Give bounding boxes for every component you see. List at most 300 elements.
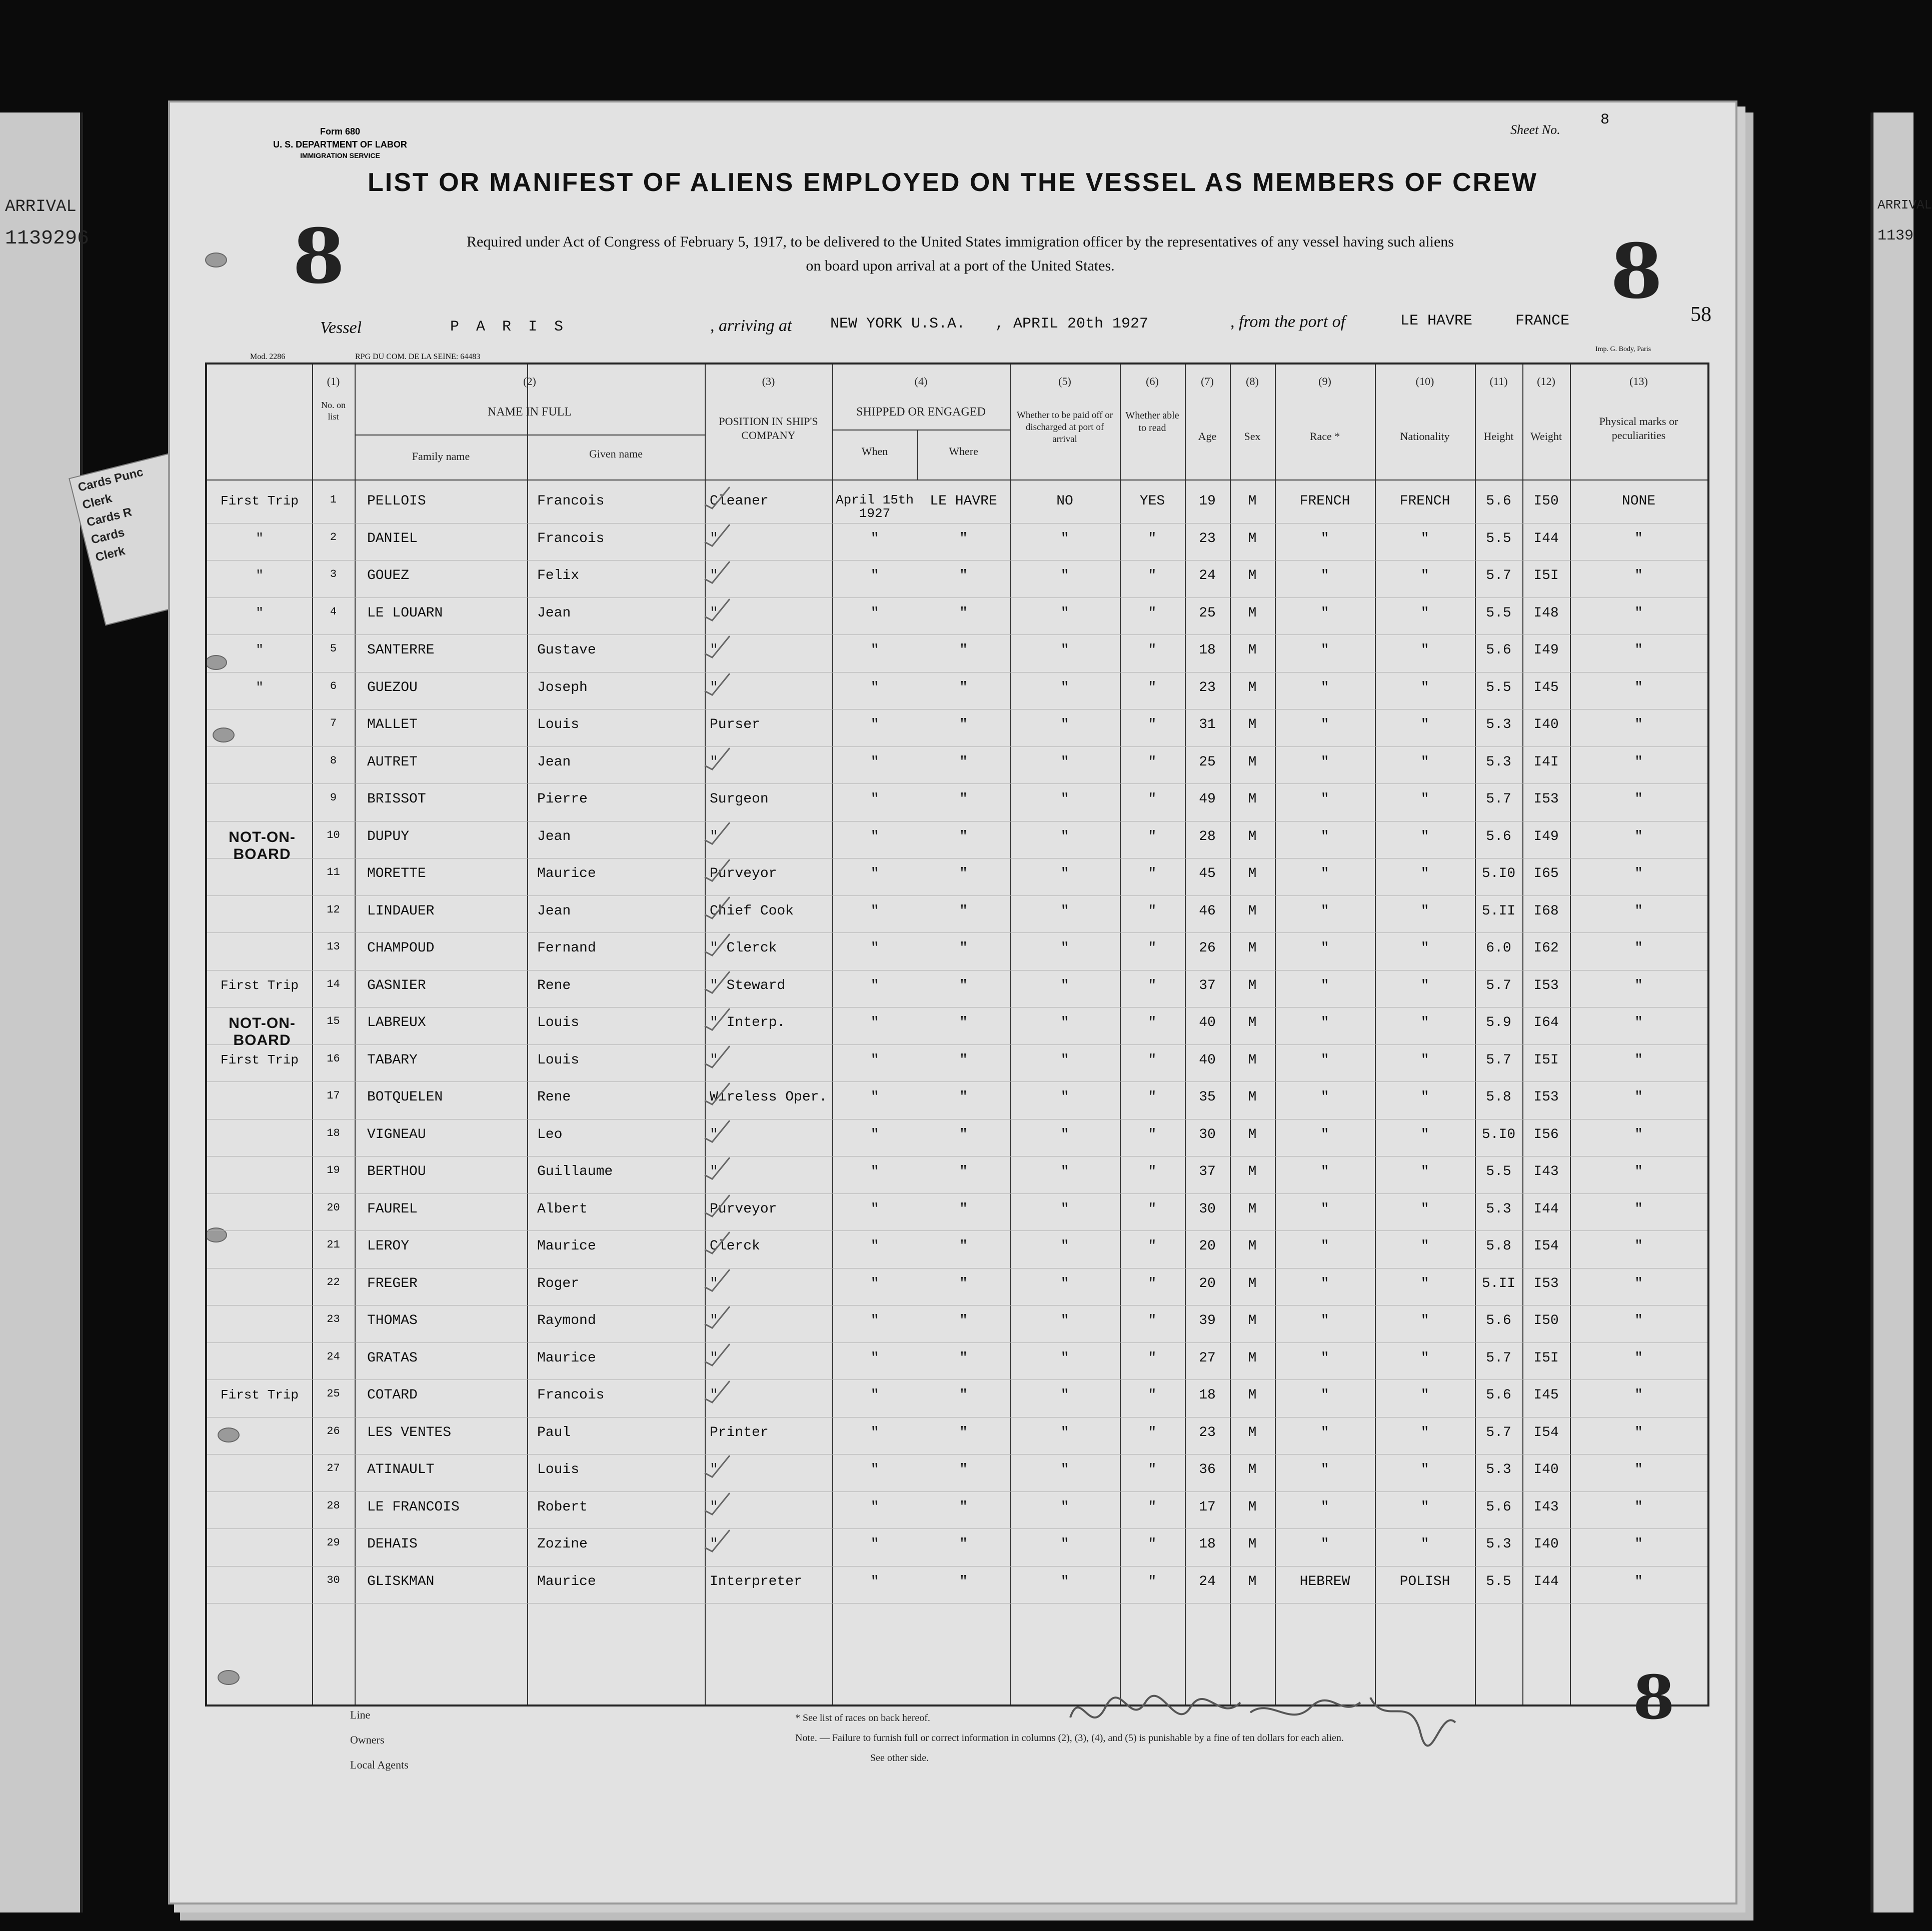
cell-no: 4 <box>330 605 337 618</box>
cell-marks: " <box>1634 1126 1643 1142</box>
row-rule <box>207 1528 1707 1529</box>
cell-marks: " <box>1634 568 1643 584</box>
cell-age: 37 <box>1199 1164 1216 1180</box>
cell-race: " <box>1320 1238 1329 1254</box>
cell-marks: " <box>1634 903 1643 919</box>
cell-sex: M <box>1248 680 1257 696</box>
cell-no: 9 <box>330 792 337 804</box>
cell-sex: M <box>1248 1126 1257 1142</box>
cell-no: 26 <box>327 1424 340 1438</box>
cell-family: THOMAS <box>367 1313 418 1328</box>
cell-note: NOT-ON-BOARD <box>229 1015 296 1048</box>
col3-number: (3) <box>762 375 775 388</box>
footer-owners-label: Owners <box>350 1734 385 1746</box>
cell-paid: " <box>1060 680 1069 696</box>
cell-read: " <box>1148 1052 1157 1068</box>
cell-position: " <box>710 680 718 696</box>
cell-read: " <box>1148 1276 1157 1292</box>
cell-family: LINDAUER <box>367 903 435 919</box>
cell-age: 35 <box>1199 1090 1216 1105</box>
cell-height: 5.8 <box>1486 1090 1511 1105</box>
cell-race: " <box>1320 680 1329 696</box>
row-rule <box>207 821 1707 822</box>
cell-sex: M <box>1248 1462 1257 1478</box>
cell-marks: " <box>1634 680 1643 696</box>
cell-race: " <box>1320 1499 1329 1515</box>
check-mark-icon <box>702 1378 732 1404</box>
cell-marks: " <box>1634 754 1643 770</box>
cell-family: GUEZOU <box>367 680 418 696</box>
cell-position: Interpreter <box>710 1574 802 1590</box>
cell-nat: " <box>1420 754 1429 770</box>
cell-family: MALLET <box>367 717 418 732</box>
cell-age: 18 <box>1199 1536 1216 1552</box>
row-rule <box>207 709 1707 710</box>
cell-read: " <box>1148 1499 1157 1515</box>
cell-given: Paul <box>537 1424 571 1440</box>
cell-race: " <box>1320 754 1329 770</box>
cell-sex: M <box>1248 828 1257 844</box>
cell-age: 39 <box>1199 1313 1216 1328</box>
cell-height: 5.II <box>1481 903 1516 919</box>
row-rule <box>207 1342 1707 1343</box>
cell-no: 16 <box>327 1052 340 1065</box>
row-rule <box>207 1603 1707 1604</box>
cell-age: 20 <box>1199 1238 1216 1254</box>
col4b-header: Where <box>949 445 978 458</box>
check-mark-icon <box>702 820 732 845</box>
cell-race: " <box>1320 1090 1329 1105</box>
cell-sex: M <box>1248 1201 1257 1217</box>
departure-country: FRANCE <box>1515 312 1570 330</box>
card-line: Clerk <box>81 492 114 512</box>
cell-nat: " <box>1420 940 1429 956</box>
cell-sex: M <box>1248 1574 1257 1590</box>
check-mark-icon <box>702 1155 732 1180</box>
cell-position: Surgeon <box>710 792 769 807</box>
cell-position: " <box>710 1536 718 1552</box>
col10-number: (10) <box>1415 375 1434 388</box>
cell-when: " <box>870 680 879 696</box>
cell-nat: " <box>1420 1313 1429 1328</box>
card-line: Cards R <box>85 505 134 530</box>
cell-marks: " <box>1634 940 1643 956</box>
cell-marks: " <box>1634 1424 1643 1440</box>
big-sheet-mark-bottom: 8 <box>1633 1662 1675 1733</box>
cell-when: " <box>870 568 879 584</box>
cell-given: Gustave <box>537 642 596 658</box>
cell-family: BOTQUELEN <box>367 1090 443 1105</box>
big-sheet-mark-left: 8 <box>293 212 345 300</box>
cell-position: Clerck <box>710 1238 760 1254</box>
cell-family: LEROY <box>367 1238 410 1254</box>
cell-weight: I54 <box>1533 1424 1559 1440</box>
cell-read: " <box>1148 1424 1157 1440</box>
col10-header: Nationality <box>1400 430 1450 442</box>
check-mark-icon <box>702 1267 732 1292</box>
cell-race: " <box>1320 605 1329 621</box>
cell-race: " <box>1320 1388 1329 1403</box>
cell-nat: " <box>1420 1536 1429 1552</box>
cell-read: " <box>1148 1462 1157 1478</box>
cell-marks: " <box>1634 1350 1643 1366</box>
cell-no: 11 <box>327 866 340 878</box>
cell-paid: " <box>1060 1238 1069 1254</box>
cell-when: " <box>870 903 879 919</box>
crew-table <box>205 362 1709 1706</box>
vessel-label: Vessel <box>320 318 362 337</box>
cell-family: CHAMPOUD <box>367 940 435 956</box>
cell-height: 5.9 <box>1486 1015 1511 1030</box>
cell-age: 20 <box>1199 1276 1216 1292</box>
cell-where: " <box>959 940 968 956</box>
cell-height: 5.5 <box>1486 1164 1511 1180</box>
cell-sex: M <box>1248 1238 1257 1254</box>
cell-marks: " <box>1634 1090 1643 1105</box>
cell-position: Purveyor <box>710 1201 777 1217</box>
cell-note: NOT-ON-BOARD <box>229 828 296 862</box>
cell-nat: " <box>1420 903 1429 919</box>
cell-marks: " <box>1634 1201 1643 1217</box>
cell-paid: " <box>1060 1090 1069 1105</box>
cell-when: " <box>870 1574 879 1590</box>
cell-age: 28 <box>1199 828 1216 844</box>
cell-nat: " <box>1420 530 1429 546</box>
cell-paid: " <box>1060 605 1069 621</box>
cell-paid: " <box>1060 1536 1069 1552</box>
cell-position: " <box>710 1499 718 1515</box>
cell-weight: I68 <box>1533 903 1559 919</box>
cell-race: " <box>1320 828 1329 844</box>
cell-note: First Trip <box>220 1052 299 1068</box>
form-number: Form 680 <box>320 126 361 136</box>
cell-sex: M <box>1248 1015 1257 1030</box>
cell-read: " <box>1148 717 1157 732</box>
check-mark-icon <box>702 484 732 510</box>
row-rule <box>207 1007 1707 1008</box>
cell-where: " <box>959 530 968 546</box>
cell-weight: I53 <box>1533 978 1559 994</box>
cell-no: 12 <box>327 903 340 916</box>
cell-sex: M <box>1248 568 1257 584</box>
cell-weight: I50 <box>1533 1313 1559 1328</box>
cell-position: " <box>710 1313 718 1328</box>
page-title: LIST OR MANIFEST OF ALIENS EMPLOYED ON THE VESSEL AS MEMBERS OF CREW <box>368 168 1538 197</box>
cell-race: " <box>1320 1201 1329 1217</box>
cell-read: " <box>1148 754 1157 770</box>
cell-paid: NO <box>1056 494 1073 509</box>
cell-height: 5.5 <box>1486 1574 1511 1590</box>
penalty-note: Note. — Failure to furnish full or correct information in columns (2), (3), (4), and (5) is punishable by a fine of ten dollars for each alien. <box>795 1732 1344 1744</box>
cell-sex: M <box>1248 1313 1257 1328</box>
check-mark-icon <box>702 746 732 770</box>
cell-position: " <box>710 568 718 584</box>
cell-height: 5.6 <box>1486 494 1511 509</box>
cell-read: " <box>1148 866 1157 882</box>
cell-when: " <box>870 1164 879 1180</box>
col5-header: Whether to be paid off or discharged at port of arrival <box>1016 410 1113 444</box>
cell-height: 5.I0 <box>1481 1126 1516 1142</box>
cell-race: " <box>1320 530 1329 546</box>
cell-read: YES <box>1139 494 1165 509</box>
cell-where: " <box>959 605 968 621</box>
cell-where: " <box>959 1536 968 1552</box>
cell-position: Wireless Oper. <box>710 1090 828 1105</box>
cell-weight: I44 <box>1533 1574 1559 1590</box>
footer-line-label: Line <box>350 1708 371 1721</box>
cell-marks: " <box>1634 1499 1643 1515</box>
cell-race: " <box>1320 642 1329 658</box>
cell-weight: I44 <box>1533 1201 1559 1217</box>
cell-no: 23 <box>327 1313 340 1326</box>
cell-where: " <box>959 1350 968 1366</box>
cell-family: AUTRET <box>367 754 418 770</box>
row-rule <box>207 1305 1707 1306</box>
cell-paid: " <box>1060 1126 1069 1142</box>
cell-paid: " <box>1060 754 1069 770</box>
cell-given: Louis <box>537 717 580 732</box>
cell-family: GASNIER <box>367 978 426 994</box>
cell-age: 36 <box>1199 1462 1216 1478</box>
cell-read: " <box>1148 903 1157 919</box>
cell-sex: M <box>1248 866 1257 882</box>
cell-when: " <box>870 1499 879 1515</box>
cell-where: " <box>959 1201 968 1217</box>
check-mark-icon <box>702 634 732 658</box>
cell-family: LE FRANCOIS <box>367 1499 460 1515</box>
cell-race: " <box>1320 1424 1329 1440</box>
cell-sex: M <box>1248 1276 1257 1292</box>
cell-given: Guillaume <box>537 1164 613 1180</box>
cell-when: " <box>870 1126 879 1142</box>
cell-paid: " <box>1060 828 1069 844</box>
cell-weight: I40 <box>1533 1462 1559 1478</box>
cell-weight: I53 <box>1533 1090 1559 1105</box>
cell-family: ATINAULT <box>367 1462 435 1478</box>
cell-no: 1 <box>330 494 337 506</box>
cell-age: 31 <box>1199 717 1216 732</box>
cell-marks: " <box>1634 978 1643 994</box>
cell-read: " <box>1148 1015 1157 1030</box>
cell-position: Purser <box>710 717 760 732</box>
cell-no: 13 <box>327 940 340 953</box>
check-mark-icon <box>702 1528 732 1552</box>
cell-given: Maurice <box>537 866 596 882</box>
col9-number: (9) <box>1318 375 1331 388</box>
check-mark-icon <box>702 1490 732 1516</box>
check-mark-icon <box>702 894 732 920</box>
cell-when: " <box>870 792 879 807</box>
col11-header: Height <box>1483 430 1514 442</box>
cell-nat: " <box>1420 717 1429 732</box>
cell-race: " <box>1320 717 1329 732</box>
page-subtitle-2: on board upon arrival at a port of the United States. <box>806 258 1115 274</box>
cell-read: " <box>1148 1238 1157 1254</box>
cell-given: Pierre <box>537 792 588 807</box>
cell-where: " <box>959 1052 968 1068</box>
right-adjacent-page <box>1870 112 1932 1912</box>
cell-weight: I45 <box>1533 680 1559 696</box>
cell-marks: NONE <box>1621 494 1656 509</box>
cell-when: " <box>870 1015 879 1030</box>
cell-where: " <box>959 717 968 732</box>
cell-no: 27 <box>327 1462 340 1474</box>
departure-port: LE HAVRE <box>1400 312 1473 330</box>
cell-note: " <box>256 605 264 620</box>
arriving-label: , arriving at <box>710 316 792 335</box>
cell-nat: " <box>1420 1462 1429 1478</box>
cell-age: 37 <box>1199 978 1216 994</box>
cell-where: " <box>959 792 968 807</box>
cell-weight: I5I <box>1533 568 1559 584</box>
cell-paid: " <box>1060 1052 1069 1068</box>
cell-nat: " <box>1420 828 1429 844</box>
row-rule <box>207 1044 1707 1045</box>
cell-family: FREGER <box>367 1276 418 1292</box>
cell-position: " <box>710 1164 718 1180</box>
cell-sex: M <box>1248 1164 1257 1180</box>
cell-given: Francois <box>537 530 605 546</box>
cell-read: " <box>1148 1350 1157 1366</box>
cell-family: GLISKMAN <box>367 1574 435 1590</box>
cell-height: 5.5 <box>1486 530 1511 546</box>
cell-sex: M <box>1248 1424 1257 1440</box>
cell-when: " <box>870 866 879 882</box>
cell-age: 24 <box>1199 568 1216 584</box>
cell-no: 6 <box>330 680 337 692</box>
col8-header: Sex <box>1244 430 1261 442</box>
cell-when: " <box>870 828 879 844</box>
cell-no: 28 <box>327 1499 340 1512</box>
col3-header: POSITION IN SHIP'S COMPANY <box>719 415 818 442</box>
cell-given: Felix <box>537 568 580 584</box>
check-mark-icon <box>702 522 732 547</box>
cell-marks: " <box>1634 1574 1643 1590</box>
cell-sex: M <box>1248 1388 1257 1403</box>
cell-race: FRENCH <box>1299 494 1350 509</box>
cell-race: " <box>1320 1536 1329 1552</box>
cell-read: " <box>1148 1090 1157 1105</box>
cell-nat: " <box>1420 1350 1429 1366</box>
cell-weight: I49 <box>1533 642 1559 658</box>
col6-header: Whether able to read <box>1125 410 1179 434</box>
cell-height: 5.7 <box>1486 792 1511 807</box>
right-arrival-number: 1139 <box>1877 228 1914 244</box>
cell-nat: " <box>1420 1238 1429 1254</box>
cell-given: Rene <box>537 978 571 994</box>
cell-height: 5.3 <box>1486 754 1511 770</box>
cell-when: " <box>870 1201 879 1217</box>
cell-weight: I53 <box>1533 1276 1559 1292</box>
col2-number: (2) <box>523 375 536 388</box>
mod-number: Mod. 2286 <box>250 352 286 361</box>
cell-no: 14 <box>327 978 340 990</box>
cell-given: Maurice <box>537 1238 596 1254</box>
cell-no: 18 <box>327 1126 340 1140</box>
cell-marks: " <box>1634 1313 1643 1328</box>
cell-age: 23 <box>1199 1424 1216 1440</box>
cell-sex: M <box>1248 530 1257 546</box>
cell-position: " <box>710 1350 718 1366</box>
cell-weight: I50 <box>1533 494 1559 509</box>
cell-note: " <box>256 642 264 658</box>
cell-position: Cleaner <box>710 494 769 509</box>
cell-nat: " <box>1420 1388 1429 1403</box>
cell-age: 46 <box>1199 903 1216 919</box>
cell-family: LABREUX <box>367 1015 426 1030</box>
cell-sex: M <box>1248 978 1257 994</box>
cell-read: " <box>1148 1201 1157 1217</box>
cell-family: VIGNEAU <box>367 1126 426 1142</box>
cell-nat: FRENCH <box>1399 494 1450 509</box>
cell-weight: I64 <box>1533 1015 1559 1030</box>
cell-no: 24 <box>327 1350 340 1363</box>
cell-marks: " <box>1634 792 1643 807</box>
cell-when: April 15th 1927 <box>835 492 914 522</box>
col2a-header: Family name <box>412 450 470 462</box>
cell-age: 25 <box>1199 754 1216 770</box>
check-mark-icon <box>702 596 732 622</box>
cell-no: 8 <box>330 754 337 767</box>
cell-nat: " <box>1420 1090 1429 1105</box>
cell-race: " <box>1320 1164 1329 1180</box>
cell-height: 5.8 <box>1486 1238 1511 1254</box>
cell-weight: I53 <box>1533 792 1559 807</box>
cell-marks: " <box>1634 828 1643 844</box>
cell-marks: " <box>1634 866 1643 882</box>
cell-age: 17 <box>1199 1499 1216 1515</box>
col7-header: Age <box>1198 430 1217 442</box>
cell-height: 5.6 <box>1486 828 1511 844</box>
cell-race: " <box>1320 1276 1329 1292</box>
cell-age: 40 <box>1199 1015 1216 1030</box>
cell-paid: " <box>1060 1388 1069 1403</box>
cell-age: 26 <box>1199 940 1216 956</box>
cell-paid: " <box>1060 642 1069 658</box>
cell-marks: " <box>1634 642 1643 658</box>
cell-height: 5.I0 <box>1481 866 1516 882</box>
cell-nat: " <box>1420 792 1429 807</box>
cell-race: " <box>1320 568 1329 584</box>
cell-weight: I44 <box>1533 530 1559 546</box>
sheet-label: Sheet No. <box>1510 122 1560 137</box>
cell-position: " <box>710 1276 718 1292</box>
cell-where: " <box>959 1574 968 1590</box>
cell-given: Maurice <box>537 1350 596 1366</box>
col1-number: (1) <box>327 375 340 388</box>
cell-age: 23 <box>1199 680 1216 696</box>
cell-height: 5.3 <box>1486 1536 1511 1552</box>
cell-where: " <box>959 1276 968 1292</box>
check-mark-icon <box>702 1044 732 1068</box>
cell-nat: " <box>1420 1052 1429 1068</box>
cell-sex: M <box>1248 754 1257 770</box>
cell-nat: " <box>1420 978 1429 994</box>
cell-paid: " <box>1060 1164 1069 1180</box>
cell-read: " <box>1148 978 1157 994</box>
cell-read: " <box>1148 530 1157 546</box>
cell-paid: " <box>1060 568 1069 584</box>
check-mark-icon <box>702 1006 732 1031</box>
cell-position: Purveyor <box>710 866 777 882</box>
cell-height: 5.7 <box>1486 1350 1511 1366</box>
cell-race: " <box>1320 792 1329 807</box>
cell-read: " <box>1148 642 1157 658</box>
cell-given: Jean <box>537 903 571 919</box>
cell-height: 5.II <box>1481 1276 1516 1292</box>
footer-agents-label: Local Agents <box>350 1758 409 1771</box>
cell-age: 30 <box>1199 1126 1216 1142</box>
